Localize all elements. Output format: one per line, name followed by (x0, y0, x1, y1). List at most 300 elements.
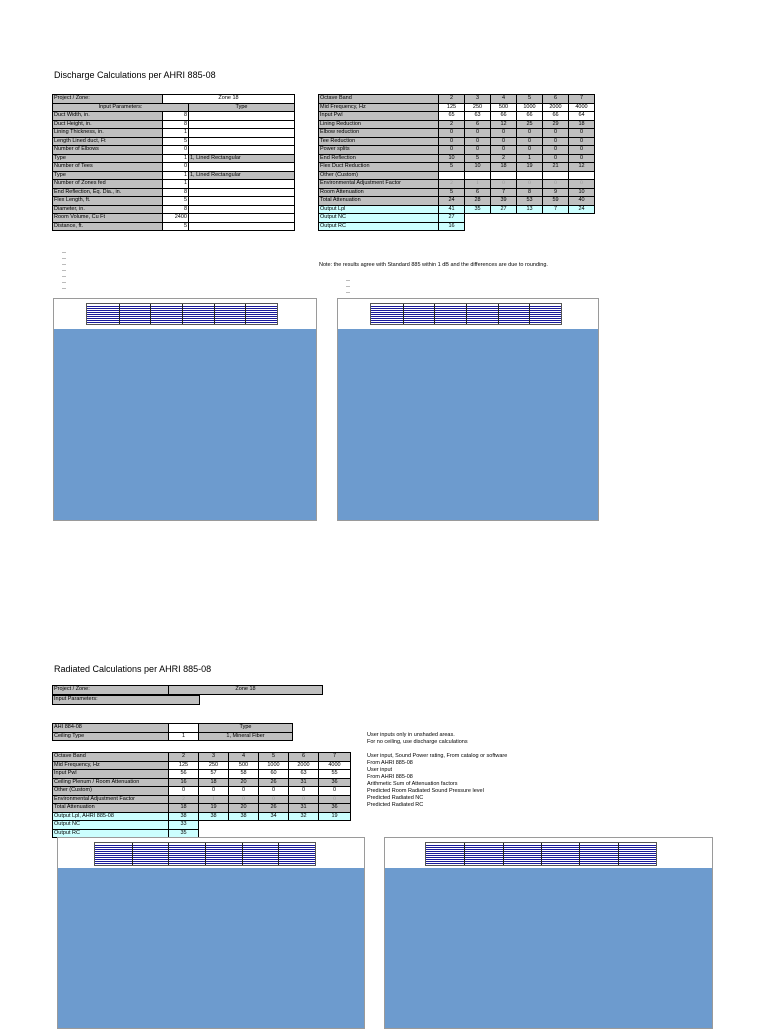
discharge-row-value: 6 (465, 120, 491, 129)
radiated-ceiling-value[interactable]: 1 (169, 732, 199, 741)
discharge-frequency: 125 (439, 103, 465, 112)
chart-grid-divider (205, 843, 206, 865)
radiated-frequency: 2000 (289, 761, 319, 770)
radiated-frequency: 500 (229, 761, 259, 770)
discharge-input-value[interactable]: 0 (163, 146, 189, 155)
discharge-input-row (53, 171, 295, 180)
discharge-input-value[interactable]: 1 (163, 129, 189, 138)
discharge-row-value: 0 (569, 146, 595, 155)
radiated-row-value[interactable]: 55 (319, 770, 351, 779)
discharge-frequency: 500 (491, 103, 517, 112)
chart-grid-divider (168, 843, 169, 865)
discharge-input-value[interactable]: 8 (163, 120, 189, 129)
chart-grid-divider (403, 304, 404, 324)
discharge-row-value: 7 (543, 205, 569, 214)
discharge-row-value: 9 (543, 188, 569, 197)
radiated-frequency: 1000 (259, 761, 289, 770)
radiated-note-line: Predicted Radiated NC (367, 795, 424, 801)
discharge-title: Discharge Calculations per AHRI 885-08 (54, 70, 216, 80)
discharge-input-value[interactable]: 1 (163, 180, 189, 189)
radiated-output-rc: 35 (169, 829, 199, 838)
chart-grid-divider (503, 843, 504, 865)
chart-grid-divider (245, 304, 246, 324)
chart-grid-divider (529, 304, 530, 324)
discharge-input-value[interactable]: 1 (163, 171, 189, 180)
discharge-input-row (53, 188, 295, 197)
discharge-input-row (53, 146, 295, 155)
discharge-row-value[interactable]: 66 (491, 112, 517, 121)
discharge-row-label: Environmental Adjustment Factor (319, 180, 439, 189)
discharge-chart-right-grid (370, 303, 562, 325)
discharge-row-label: Flex Duct Reduction (319, 163, 439, 172)
radiated-row-value: 38 (229, 812, 259, 821)
discharge-row-value: 0 (543, 146, 569, 155)
discharge-input-label: Diameter, in. (53, 205, 163, 214)
discharge-chart-right (337, 298, 599, 521)
discharge-row-value: 1 (465, 180, 491, 189)
radiated-row-label: Total Attenuation (53, 804, 169, 813)
discharge-input-row (53, 205, 295, 214)
radiated-input-params-label: Input Parameters: (53, 696, 200, 705)
radiated-title: Radiated Calculations per AHRI 885-08 (54, 664, 212, 674)
radiated-chart-left-plot (58, 868, 364, 1028)
discharge-row-value: 0 (491, 146, 517, 155)
discharge-row-value: 28 (465, 197, 491, 206)
chart-grid-divider (242, 843, 243, 865)
discharge-input-params-label: Input Parameters: (53, 103, 189, 112)
discharge-frequency: 2000 (543, 103, 569, 112)
discharge-data-row (319, 197, 595, 206)
discharge-row-value[interactable] (491, 171, 517, 180)
discharge-octave-band: 5 (517, 95, 543, 104)
radiated-row-value: 1 (199, 795, 229, 804)
discharge-input-label: Number of Elbows (53, 146, 163, 155)
discharge-row-value: 10 (569, 188, 595, 197)
discharge-input-row (53, 180, 295, 189)
discharge-input-value[interactable]: 8 (163, 205, 189, 214)
discharge-input-type-empty (189, 180, 295, 189)
discharge-row-value: 59 (543, 197, 569, 206)
chart-grid-divider (466, 304, 467, 324)
discharge-input-type-empty (189, 214, 295, 223)
discharge-input-row (53, 222, 295, 231)
discharge-output-rc: 16 (439, 222, 465, 231)
discharge-row-value: 12 (569, 163, 595, 172)
discharge-row-value: 53 (517, 197, 543, 206)
radiated-row-value[interactable]: 57 (199, 770, 229, 779)
discharge-row-value[interactable]: 66 (543, 112, 569, 121)
discharge-row-value: 19 (517, 163, 543, 172)
discharge-data-row (319, 188, 595, 197)
radiated-ceiling-table (52, 723, 293, 741)
radiated-freq-label: Mid Frequency, Hz (53, 761, 169, 770)
discharge-nc-row (319, 214, 595, 223)
discharge-input-type-empty (189, 137, 295, 146)
discharge-input-type: 1, Lined Rectangular (189, 154, 295, 163)
discharge-row-value: 5 (439, 163, 465, 172)
discharge-row-label: Room Attenuation (319, 188, 439, 197)
discharge-input-type-empty (189, 222, 295, 231)
radiated-note-line: Predicted Radiated RC (367, 802, 424, 808)
radiated-note-line: User inputs only in unshaded areas. (367, 732, 455, 738)
discharge-row-value[interactable] (569, 171, 595, 180)
radiated-frequency: 4000 (319, 761, 351, 770)
radiated-row-value[interactable]: 60 (259, 770, 289, 779)
discharge-note: Note: the results agree with Standard 885 within 1 dB and the differences are due to rounding. (319, 262, 548, 268)
discharge-row-value: 0 (569, 154, 595, 163)
discharge-chart-right-plot (338, 329, 598, 520)
discharge-row-value[interactable] (439, 171, 465, 180)
discharge-row-value: 0 (439, 129, 465, 138)
radiated-row-value: 32 (289, 812, 319, 821)
discharge-row-value: 2 (491, 154, 517, 163)
radiated-note-line: For no ceiling, use discharge calculations (367, 739, 468, 745)
discharge-input-label: Room Volume, Cu Ft (53, 214, 163, 223)
discharge-row-value: 24 (439, 197, 465, 206)
discharge-input-value[interactable]: 0 (163, 163, 189, 172)
radiated-output-rc-label: Output RC (53, 829, 169, 838)
discharge-row-value: 2 (439, 180, 465, 189)
discharge-chart-left-grid (86, 303, 278, 325)
discharge-row-value: 25 (517, 120, 543, 129)
chart-grid-divider (498, 304, 499, 324)
discharge-row-value: 18 (569, 120, 595, 129)
discharge-row-value: 0 (491, 180, 517, 189)
discharge-input-label: Duct Width, in. (53, 112, 163, 121)
discharge-input-row (53, 163, 295, 172)
discharge-row-value: 0 (491, 137, 517, 146)
chart-grid-divider (464, 843, 465, 865)
discharge-row-label: Lining Reduction (319, 120, 439, 129)
discharge-input-value[interactable]: 2400 (163, 214, 189, 223)
radiated-row-value: 26 (259, 778, 289, 787)
discharge-row-value: 0 (517, 180, 543, 189)
discharge-row-value: 0 (439, 146, 465, 155)
discharge-row-value: 27 (491, 205, 517, 214)
discharge-row-value: 39 (491, 197, 517, 206)
discharge-data-row (319, 112, 595, 121)
discharge-input-row (53, 154, 295, 163)
discharge-row-label: Input Pwl (319, 112, 439, 121)
discharge-input-type-empty (189, 163, 295, 172)
discharge-input-row (53, 137, 295, 146)
radiated-octave-band: 4 (229, 753, 259, 762)
radiated-row-value: 31 (289, 778, 319, 787)
discharge-row-value: 0 (517, 129, 543, 138)
discharge-input-value[interactable]: 8 (163, 188, 189, 197)
discharge-row-value[interactable]: 66 (517, 112, 543, 121)
discharge-input-table (52, 94, 295, 231)
radiated-ahri-label: AHI 884-08 (53, 724, 169, 733)
radiated-row-value: 38 (199, 812, 229, 821)
radiated-note-line: From AHRI 885-08 (367, 774, 413, 780)
discharge-project-value[interactable]: Zone 18 (163, 95, 295, 104)
discharge-row-value: 5 (439, 188, 465, 197)
discharge-octave-band: 4 (491, 95, 517, 104)
discharge-octave-band: 7 (569, 95, 595, 104)
discharge-row-label: Output Lpl (319, 205, 439, 214)
radiated-octave-band: 5 (259, 753, 289, 762)
discharge-frequency: 250 (465, 103, 491, 112)
discharge-data-row (319, 171, 595, 180)
radiated-chart-right (384, 837, 713, 1029)
discharge-data-row (319, 154, 595, 163)
discharge-row-value: 2 (439, 120, 465, 129)
discharge-data-row (319, 146, 595, 155)
discharge-input-type-empty (189, 120, 295, 129)
discharge-input-header-row (53, 103, 295, 112)
radiated-row-value[interactable]: 0 (229, 787, 259, 796)
discharge-freq-row (319, 103, 595, 112)
chart-grid-divider (119, 304, 120, 324)
chart-grid-divider (618, 843, 619, 865)
discharge-type-header: Type (189, 103, 295, 112)
discharge-output-rc-label: Output RC (319, 222, 439, 231)
radiated-octave-table (52, 752, 351, 838)
discharge-row-value: 24 (569, 205, 595, 214)
radiated-chart-left (57, 837, 365, 1029)
discharge-row-value: 0 (569, 180, 595, 189)
radiated-data-row (53, 778, 351, 787)
discharge-row-value: 0 (569, 129, 595, 138)
discharge-input-label: Flex Length, ft. (53, 197, 163, 206)
discharge-chart-left-plot (54, 329, 316, 520)
discharge-row-value: 7 (491, 188, 517, 197)
discharge-frequency: 4000 (569, 103, 595, 112)
discharge-rc-row (319, 222, 595, 231)
discharge-row-value[interactable] (517, 171, 543, 180)
radiated-project-label: Project / Zone: (53, 686, 169, 695)
radiated-row-value: 34 (259, 812, 289, 821)
radiated-row-value: 2 (169, 795, 199, 804)
discharge-row-value: 0 (543, 137, 569, 146)
radiated-row-label: Input Pwl (53, 770, 169, 779)
chart-grid-divider (150, 304, 151, 324)
discharge-input-label: End Reflection, Eq. Dia., in. (53, 188, 163, 197)
discharge-row-value: 29 (543, 120, 569, 129)
radiated-row-value: 19 (319, 812, 351, 821)
radiated-row-value[interactable]: 63 (289, 770, 319, 779)
radiated-project-table (52, 685, 323, 695)
radiated-note-line: User input (367, 767, 393, 773)
discharge-input-row (53, 214, 295, 223)
discharge-row-value: 13 (517, 205, 543, 214)
radiated-row-value: 20 (229, 804, 259, 813)
discharge-output-nc: 27 (439, 214, 465, 223)
radiated-row-value[interactable]: 0 (199, 787, 229, 796)
discharge-octave-label: Octave Band (319, 95, 439, 104)
discharge-octave-table (318, 94, 595, 231)
discharge-row-value[interactable]: 65 (439, 112, 465, 121)
discharge-row-label: Elbow reduction (319, 129, 439, 138)
chart-grid-divider (579, 843, 580, 865)
discharge-row-value[interactable]: 63 (465, 112, 491, 121)
chart-grid-divider (132, 843, 133, 865)
radiated-row-value[interactable]: 58 (229, 770, 259, 779)
radiated-data-row (53, 804, 351, 813)
radiated-row-label: Other (Custom) (53, 787, 169, 796)
radiated-output-nc: 33 (169, 821, 199, 830)
radiated-octave-band: 6 (289, 753, 319, 762)
radiated-row-label: Environmental Adjustment Factor (53, 795, 169, 804)
radiated-frequency: 125 (169, 761, 199, 770)
discharge-octave-row (319, 95, 595, 104)
discharge-input-value[interactable]: 5 (163, 197, 189, 206)
discharge-octave-band: 6 (543, 95, 569, 104)
discharge-row-value: 18 (491, 163, 517, 172)
discharge-frequency: 1000 (517, 103, 543, 112)
discharge-row-value: 0 (465, 129, 491, 138)
discharge-row-value[interactable] (543, 171, 569, 180)
radiated-row-value: 26 (259, 804, 289, 813)
radiated-nc-row (53, 821, 351, 830)
discharge-input-label: Type (53, 154, 163, 163)
radiated-row-value: 38 (169, 812, 199, 821)
radiated-data-row (53, 812, 351, 821)
discharge-row-value[interactable]: 64 (569, 112, 595, 121)
discharge-row-value: 6 (465, 188, 491, 197)
radiated-row-value: 18 (199, 778, 229, 787)
radiated-row-value: 18 (169, 804, 199, 813)
discharge-project-label: Project / Zone: (53, 95, 163, 104)
discharge-row-value: 0 (569, 137, 595, 146)
radiated-octave-band: 7 (319, 753, 351, 762)
radiated-ceiling-label: Ceiling Type (53, 732, 169, 741)
radiated-freq-row (53, 761, 351, 770)
radiated-row-value: 16 (169, 778, 199, 787)
radiated-note-line: Predicted Room Radiated Sound Pressure level (367, 788, 484, 794)
radiated-octave-row (53, 753, 351, 762)
discharge-freq-label: Mid Frequency, Hz (319, 103, 439, 112)
radiated-row-value: 0 (319, 795, 351, 804)
discharge-input-value[interactable]: 1 (163, 154, 189, 163)
discharge-input-label: Type (53, 171, 163, 180)
discharge-data-row (319, 137, 595, 146)
discharge-row-value[interactable] (465, 171, 491, 180)
discharge-row-value: 1 (517, 154, 543, 163)
discharge-row-value: 10 (465, 163, 491, 172)
radiated-row-value[interactable]: 0 (259, 787, 289, 796)
discharge-row-label: End Reflection (319, 154, 439, 163)
discharge-data-row (319, 180, 595, 189)
discharge-row-label: Total Attenuation (319, 197, 439, 206)
discharge-row-value: 0 (517, 146, 543, 155)
radiated-row-value[interactable]: 56 (169, 770, 199, 779)
discharge-row-value: 12 (491, 120, 517, 129)
radiated-type-header: Type (199, 724, 293, 733)
discharge-row-label: Tee Reduction (319, 137, 439, 146)
discharge-input-value[interactable]: 5 (163, 137, 189, 146)
radiated-octave-band: 3 (199, 753, 229, 762)
discharge-input-row (53, 197, 295, 206)
discharge-row-value: 41 (439, 205, 465, 214)
discharge-row-value: 0 (543, 129, 569, 138)
discharge-row-value: 0 (543, 154, 569, 163)
radiated-notes (367, 732, 607, 809)
radiated-data-row (53, 770, 351, 779)
discharge-row-value: 0 (543, 180, 569, 189)
discharge-row-label: Power splits (319, 146, 439, 155)
radiated-chart-left-grid (94, 842, 316, 866)
discharge-row-value: 21 (543, 163, 569, 172)
discharge-row-value: 0 (491, 129, 517, 138)
discharge-row-value: 35 (465, 205, 491, 214)
discharge-input-value[interactable]: 5 (163, 222, 189, 231)
chart-grid-divider (278, 843, 279, 865)
chart-grid-divider (541, 843, 542, 865)
radiated-row-value: 20 (229, 778, 259, 787)
radiated-row-value: 0 (289, 795, 319, 804)
discharge-input-label: Number of Tees (53, 163, 163, 172)
discharge-row-label: Other (Custom) (319, 171, 439, 180)
chart-grid-divider (182, 304, 183, 324)
discharge-input-type-empty (189, 112, 295, 121)
radiated-row-value[interactable]: 0 (169, 787, 199, 796)
discharge-row-value: 0 (517, 137, 543, 146)
discharge-input-label: Number of Zones fed (53, 180, 163, 189)
discharge-input-type-empty (189, 146, 295, 155)
discharge-row-value: 5 (465, 154, 491, 163)
radiated-input-params (52, 695, 200, 705)
radiated-row-value: 31 (289, 804, 319, 813)
radiated-data-row (53, 795, 351, 804)
discharge-row-value: 0 (439, 137, 465, 146)
radiated-output-nc-label: Output NC (53, 821, 169, 830)
discharge-output-nc-label: Output NC (319, 214, 439, 223)
discharge-input-row (53, 120, 295, 129)
discharge-data-row (319, 163, 595, 172)
radiated-row-label: Ceiling Plenum / Room Attenuation (53, 778, 169, 787)
discharge-input-label: Distance, ft. (53, 222, 163, 231)
discharge-input-label: Lining Thickness, in. (53, 129, 163, 138)
discharge-row-value: 0 (465, 137, 491, 146)
discharge-input-label: Length Lined duct, Ft (53, 137, 163, 146)
discharge-chart-left (53, 298, 317, 521)
radiated-ceiling-type: 1, Mineral Fiber (199, 732, 293, 741)
discharge-data-row (319, 129, 595, 138)
radiated-row-value: 0 (259, 795, 289, 804)
discharge-input-type-empty (189, 188, 295, 197)
discharge-input-type-empty (189, 197, 295, 206)
radiated-note-line (367, 746, 607, 753)
discharge-data-row (319, 120, 595, 129)
radiated-row-value: 36 (319, 804, 351, 813)
discharge-data-row (319, 205, 595, 214)
discharge-input-row (53, 112, 295, 121)
radiated-note-line: From AHRI 885-08 (367, 760, 413, 766)
discharge-row-value: 8 (517, 188, 543, 197)
discharge-row-value: 10 (439, 154, 465, 163)
radiated-project-value: Zone 18 (169, 686, 323, 695)
radiated-row-value[interactable]: 0 (319, 787, 351, 796)
radiated-row-value: 0 (229, 795, 259, 804)
discharge-row-value: 40 (569, 197, 595, 206)
radiated-note-line: User input, Sound Power rating, From catalog or software (367, 753, 508, 759)
radiated-octave-band: 2 (169, 753, 199, 762)
radiated-note-line: Arithmetic Sum of Attenuation factors (367, 781, 458, 787)
discharge-octave-band: 3 (465, 95, 491, 104)
radiated-row-label: Output Lpl, AHRI 885-08 (53, 812, 169, 821)
radiated-frequency: 250 (199, 761, 229, 770)
radiated-project-row (53, 686, 323, 695)
radiated-chart-right-plot (385, 868, 712, 1028)
chart-grid-divider (434, 304, 435, 324)
discharge-input-label: Duct Height, in. (53, 120, 163, 129)
discharge-input-value[interactable]: 8 (163, 112, 189, 121)
discharge-input-type: 1, Lined Rectangular (189, 171, 295, 180)
radiated-row-value[interactable]: 0 (289, 787, 319, 796)
chart-grid-divider (214, 304, 215, 324)
